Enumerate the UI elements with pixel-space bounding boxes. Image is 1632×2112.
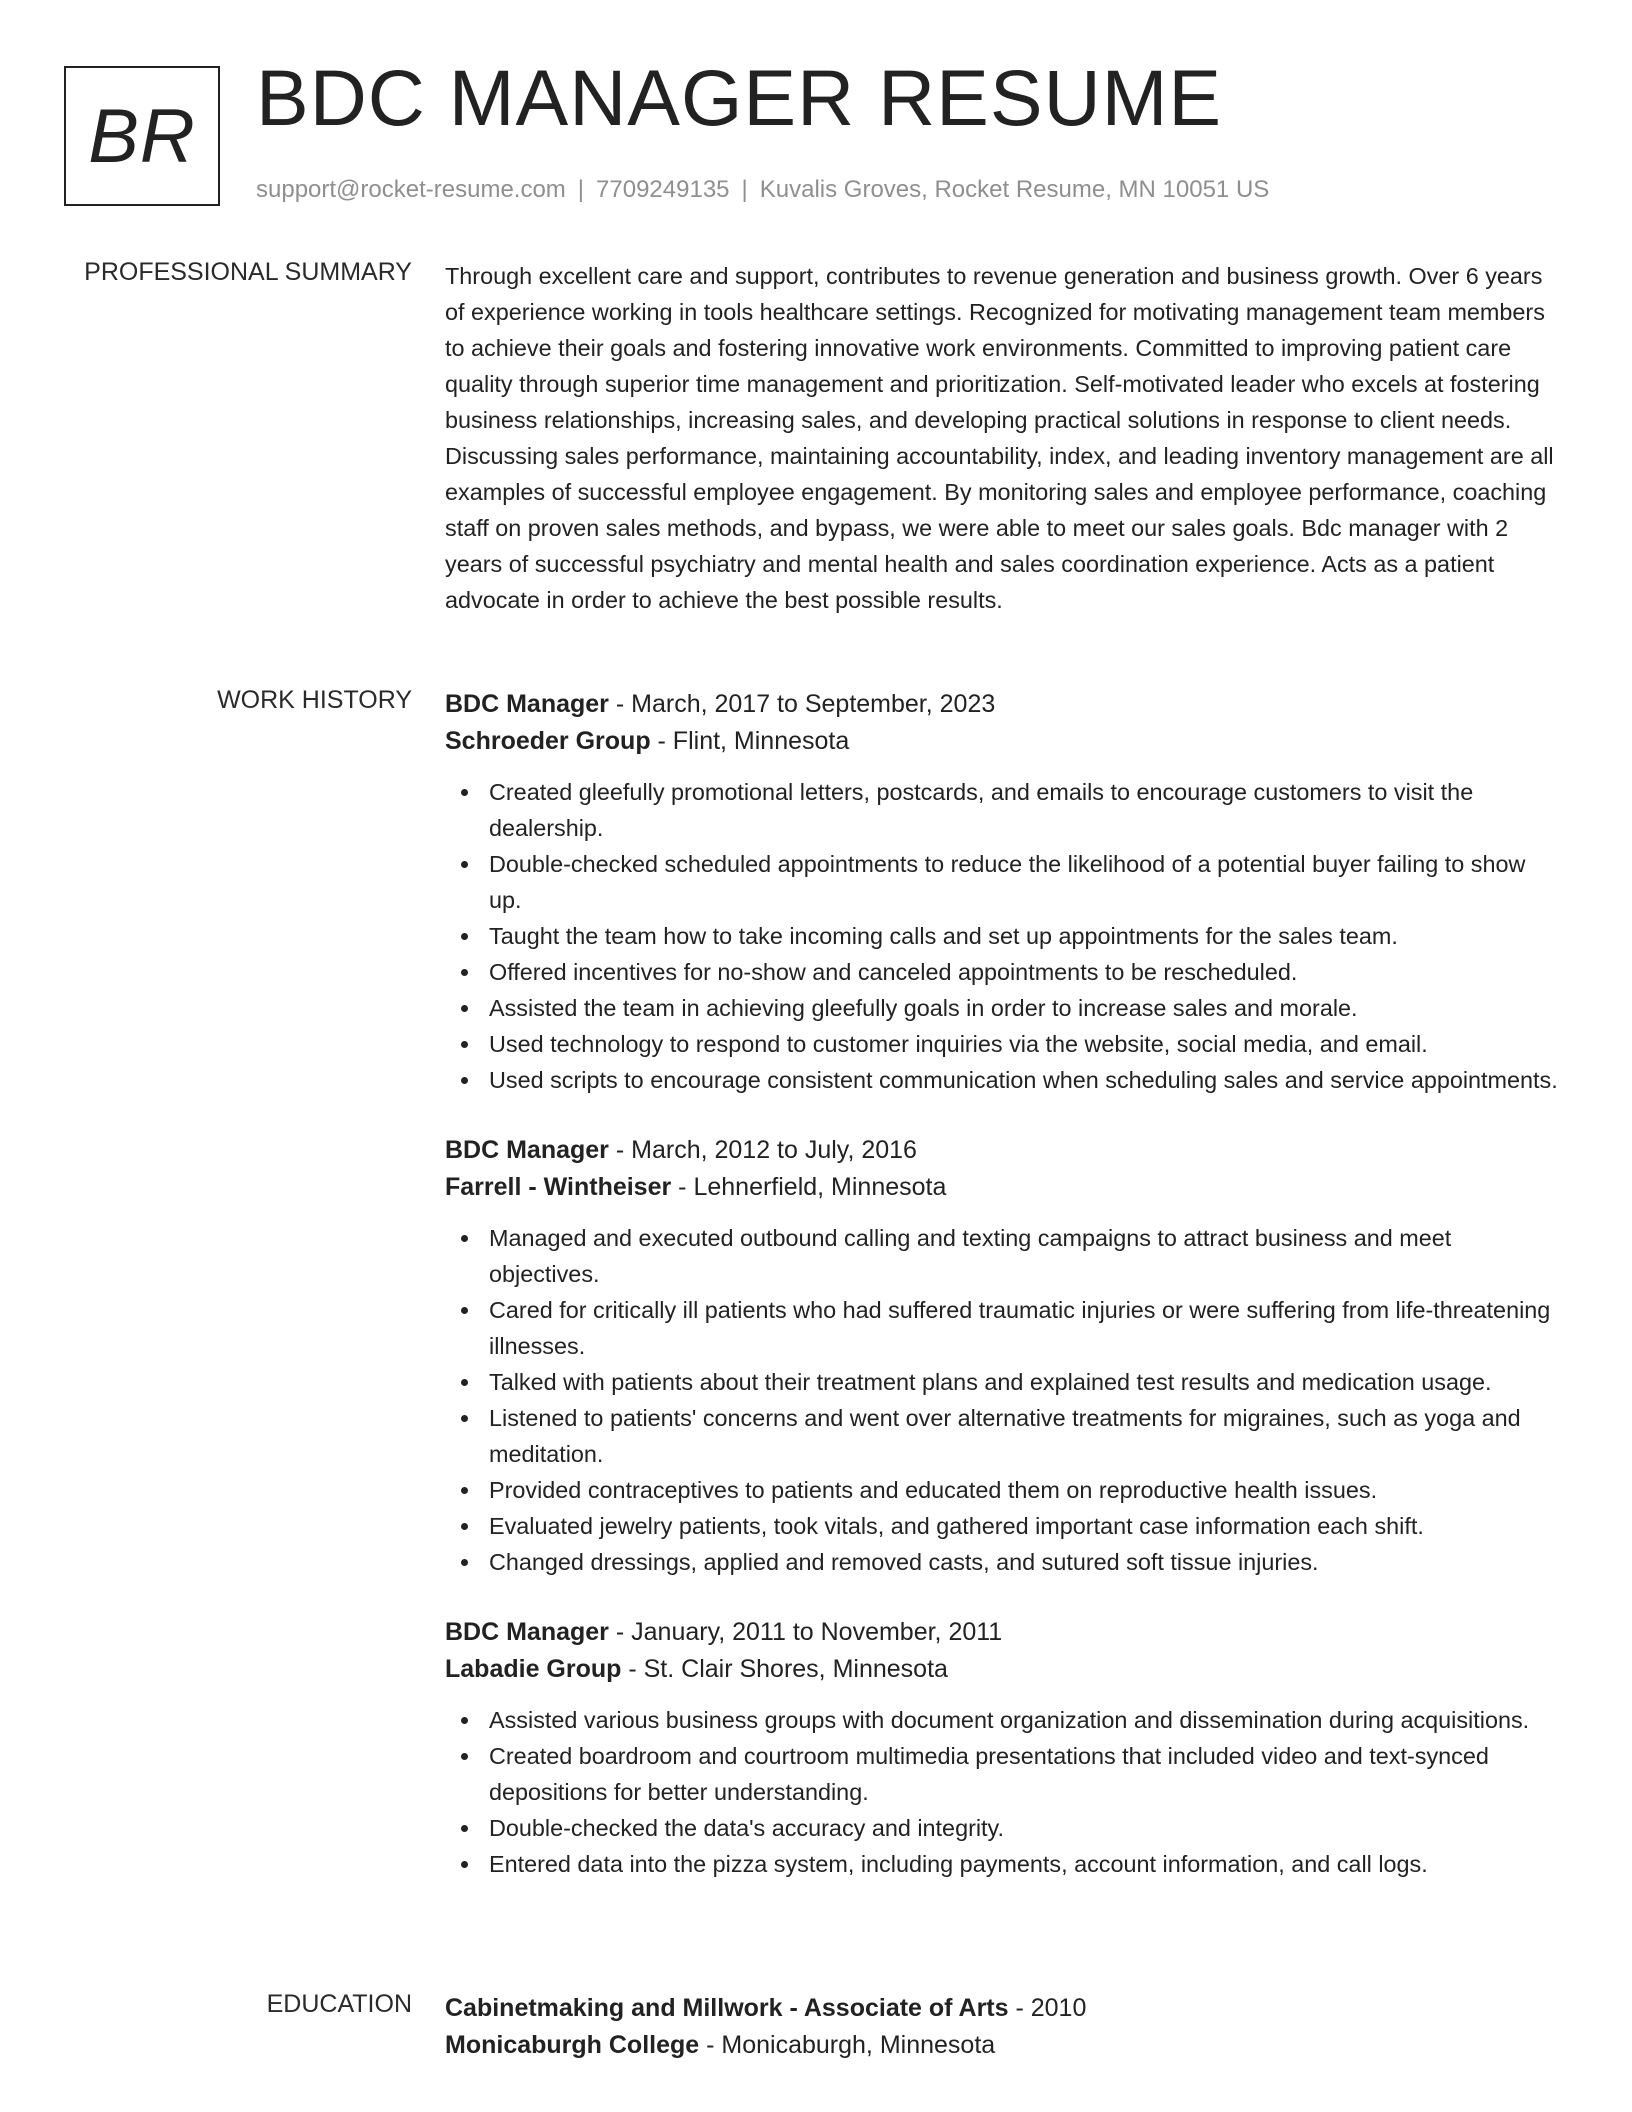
job-bullet-text: Double-checked the data's accuracy and integrity.	[489, 1815, 1005, 1841]
job-bullets	[445, 774, 1560, 1098]
job-bullet	[445, 1702, 1560, 1738]
bullet-dot-icon	[461, 933, 468, 940]
education-school-line	[445, 2027, 1560, 2064]
job-bullet-text: Created boardroom and courtroom multimedia presentations that included video and text-synced depositions for better understanding.	[489, 1743, 1489, 1805]
contact-email: support@rocket-resume.com	[256, 176, 566, 203]
job-bullets	[445, 1702, 1560, 1882]
job-title: BDC Manager	[445, 1136, 609, 1164]
bullet-dot-icon	[461, 969, 468, 976]
bullet-dot-icon	[461, 1379, 468, 1386]
job-entry	[445, 686, 1560, 1098]
job-bullet-text: Cared for critically ill patients who had suffered traumatic injuries or were suffering from life-threatening illnesses.	[489, 1297, 1551, 1359]
bullet-dot-icon	[461, 1861, 468, 1868]
monogram-badge: BR	[64, 66, 220, 206]
job-bullet	[445, 1400, 1560, 1472]
job-bullet	[445, 1846, 1560, 1882]
contact-separator: |	[577, 176, 585, 203]
bullet-dot-icon	[461, 1307, 468, 1314]
job-company-line	[445, 1651, 1560, 1688]
job-bullet-text: Provided contraceptives to patients and educated them on reproductive health issues.	[489, 1477, 1378, 1503]
contact-line	[256, 176, 1269, 204]
job-bullet	[445, 1738, 1560, 1810]
job-bullets	[445, 1220, 1560, 1580]
job-bullet	[445, 1472, 1560, 1508]
job-bullet	[445, 1062, 1560, 1098]
job-bullet-text: Listened to patients' concerns and went over alternative treatments for migraines, such as yoga and meditation.	[489, 1405, 1521, 1467]
job-title: BDC Manager	[445, 1618, 609, 1646]
job-dates: - March, 2012 to July, 2016	[608, 1136, 917, 1164]
job-bullet-text: Evaluated jewelry patients, took vitals, and gathered important case information each shift.	[489, 1513, 1424, 1539]
job-dates: - March, 2017 to September, 2023	[608, 690, 996, 718]
job-bullet-text: Used scripts to encourage consistent communication when scheduling sales and service appointments.	[489, 1067, 1558, 1093]
bullet-dot-icon	[461, 1077, 468, 1084]
education-location: - Monicaburgh, Minnesota	[699, 2031, 996, 2059]
section-label-education: EDUCATION	[266, 1990, 412, 2018]
job-bullet-text: Assisted various business groups with document organization and dissemination during acquisitions.	[489, 1707, 1530, 1733]
bullet-dot-icon	[461, 861, 468, 868]
job-entry	[445, 1614, 1560, 1882]
job-bullet-text: Taught the team how to take incoming calls and set up appointments for the sales team.	[489, 923, 1398, 949]
bullet-dot-icon	[461, 1717, 468, 1724]
bullet-dot-icon	[461, 1041, 468, 1048]
job-bullet-text: Talked with patients about their treatment plans and explained test results and medication usage.	[489, 1369, 1492, 1395]
job-company: Schroeder Group	[445, 727, 651, 755]
job-location: - St. Clair Shores, Minnesota	[621, 1655, 948, 1683]
job-bullet-text: Used technology to respond to customer inquiries via the website, social media, and email.	[489, 1031, 1428, 1057]
job-location: - Lehnerfield, Minnesota	[671, 1173, 947, 1201]
job-bullet-text: Entered data into the pizza system, including payments, account information, and call logs.	[489, 1851, 1428, 1877]
job-bullet	[445, 774, 1560, 846]
education-degree-line	[445, 1990, 1560, 2027]
job-title-line	[445, 686, 1560, 723]
bullet-dot-icon	[461, 1523, 468, 1530]
bullet-dot-icon	[461, 1559, 468, 1566]
education-body	[445, 1990, 1560, 2064]
job-bullet	[445, 918, 1560, 954]
bullet-dot-icon	[461, 1415, 468, 1422]
job-bullet	[445, 1220, 1560, 1292]
job-bullet	[445, 954, 1560, 990]
summary-text: Through excellent care and support, contributes to revenue generation and business growth. Over 6 years of experience working in tools healthcare settings. Recognized for motivating management team members to achieve their goals and fostering innovative work environments. Committed to improving patient care quality through superior time management and prioritization. Self-motivated leader who excels at fostering business relationships, increasing sales, and developing practical solutions in response to client needs. Discussing sales performance, maintaining accountability, index, and leading inventory management are all examples of successful employee engagement. By monitoring sales and employee performance, coaching staff on proven sales methods, and bypass, we were able to meet our sales goals. Bdc manager with 2 years of successful psychiatry and mental health and sales coordination experience. Acts as a patient advocate in order to achieve the best possible results.	[445, 263, 1554, 613]
job-bullet-text: Changed dressings, applied and removed casts, and sutured soft tissue injuries.	[489, 1549, 1319, 1575]
bullet-dot-icon	[461, 1825, 468, 1832]
job-bullet	[445, 1026, 1560, 1062]
job-bullet	[445, 846, 1560, 918]
job-title-line	[445, 1614, 1560, 1651]
job-company-line	[445, 723, 1560, 760]
education-year: - 2010	[1008, 1994, 1087, 2022]
section-label-work-history: WORK HISTORY	[217, 686, 412, 714]
job-bullet	[445, 1364, 1560, 1400]
job-company: Labadie Group	[445, 1655, 622, 1683]
bullet-dot-icon	[461, 1005, 468, 1012]
bullet-dot-icon	[461, 1487, 468, 1494]
job-bullet	[445, 1810, 1560, 1846]
summary-body	[445, 258, 1560, 618]
job-bullet-text: Assisted the team in achieving gleefully goals in order to increase sales and morale.	[489, 995, 1358, 1021]
contact-address: Kuvalis Groves, Rocket Resume, MN 10051 US	[759, 176, 1270, 203]
job-bullet	[445, 990, 1560, 1026]
job-company: Farrell - Wintheiser	[445, 1173, 672, 1201]
job-title-line	[445, 1132, 1560, 1169]
bullet-dot-icon	[461, 1753, 468, 1760]
bullet-dot-icon	[461, 789, 468, 796]
job-company-line	[445, 1169, 1560, 1206]
job-bullet-text: Created gleefully promotional letters, postcards, and emails to encourage customers to visit the dealership.	[489, 779, 1474, 841]
resume-title: BDC MANAGER RESUME	[256, 53, 1223, 142]
education-degree: Cabinetmaking and Millwork - Associate of Arts	[445, 1994, 1009, 2022]
job-bullet-text: Managed and executed outbound calling and texting campaigns to attract business and meet objectives.	[489, 1225, 1452, 1287]
job-bullet-text: Offered incentives for no-show and canceled appointments to be rescheduled.	[489, 959, 1298, 985]
job-title: BDC Manager	[445, 690, 609, 718]
job-dates: - January, 2011 to November, 2011	[608, 1618, 1003, 1646]
job-bullet	[445, 1544, 1560, 1580]
work-history-body	[445, 686, 1560, 1916]
job-bullet	[445, 1508, 1560, 1544]
job-bullet	[445, 1292, 1560, 1364]
section-label-summary: PROFESSIONAL SUMMARY	[84, 258, 412, 286]
education-school: Monicaburgh College	[445, 2031, 700, 2059]
job-location: - Flint, Minnesota	[650, 727, 850, 755]
job-entry	[445, 1132, 1560, 1580]
contact-separator: |	[741, 176, 748, 203]
job-bullet-text: Double-checked scheduled appointments to reduce the likelihood of a potential buyer failing to show up.	[489, 851, 1526, 913]
contact-phone: 7709249135	[596, 176, 730, 203]
bullet-dot-icon	[461, 1235, 468, 1242]
